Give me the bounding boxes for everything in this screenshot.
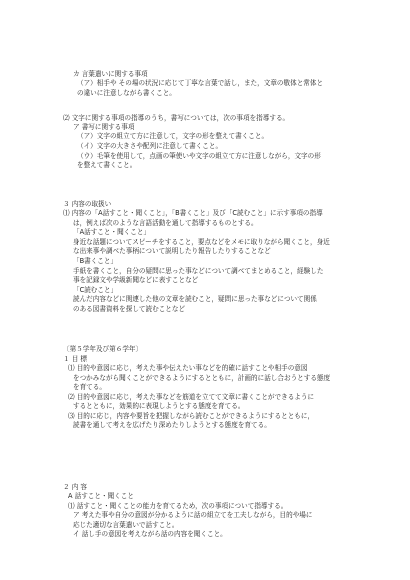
- text-line: ア 書写に関する事項: [73, 123, 135, 131]
- text-line: 手紙を書くこと，自分の疑問に思った事などについて調べてまとめること，経験した: [73, 267, 324, 275]
- text-line: 読んだ内容などに関連した他の文章を読むこと，疑問に思った事などについて関係: [73, 295, 317, 303]
- text-line: 「A話すこと・聞くこと」: [73, 228, 151, 236]
- text-line: 身近な話題についてスピーチをすること，要点などをメモに取りながら聞くこと，身近: [73, 238, 330, 246]
- text-line: ⑴ 内容の「A話すこと・聞くこと」，「B書くこと」及び「C読むこと」に示す事項の指導: [63, 209, 323, 217]
- section-heading: ２ 内 容: [63, 483, 87, 491]
- text-line: （イ）文字の大きさや配列に注意して書くこと。: [77, 142, 223, 150]
- text-line: ア 考えた事や自分の意図が分かるように話の組立てを工夫しながら，目的や場に: [73, 511, 313, 519]
- text-line: ⑵ 文字に関する事項の指導のうち，書写については，次の事項を指導する。: [63, 114, 290, 122]
- text-line: （ア）文字の組立て方に注意して，文字の形を整えて書くこと。: [77, 132, 269, 140]
- text-line: イ 話し手の意図を考えながら話の内容を聞くこと。: [73, 530, 227, 538]
- text-line: 「B書くこと」: [73, 257, 118, 265]
- text-line: ⑴ 目的や意図に応じ，考えた事や伝えたい事などを的確に話すことや相手の意図: [68, 364, 308, 372]
- text-line: （ア）相手や その場の状況に応じて丁寧な言葉で話し，また，文章の敬体と常体と: [77, 79, 324, 87]
- text-line: するとともに，効果的に表現しようとする態度を育てる。: [73, 402, 245, 410]
- text-line: を整えて書くこと。: [77, 161, 137, 169]
- text-line: ⑴ 話すこと・聞くことの能力を育てるため，次の事項について指導する。: [68, 502, 288, 510]
- text-line: カ 言葉遣いに関する事項: [73, 70, 148, 78]
- text-line: 読書を通して考えを広げたり深めたりしようとする態度を育てる。: [73, 421, 271, 429]
- text-line: をつかみながら聞くことができるようにするとともに，計画的に話し合おうとする態度: [73, 374, 331, 382]
- text-line: ⑶ 目的に応じ，内容や要旨を把握しながら読むことができるようにするとともに，: [68, 412, 315, 420]
- text-line: な出来事や調べた事柄について説明したり報告したりすることなど: [73, 247, 271, 255]
- text-line: （ウ）毛筆を使用して，点画の筆使いや文字の組立て方に注意しながら，文字の形: [77, 152, 321, 160]
- section-heading: １ 目 標: [63, 355, 87, 363]
- section-heading: ３ 内容の取扱い: [63, 200, 112, 208]
- text-line: の違いに注意しながら書くこと。: [77, 89, 176, 97]
- text-line: のある図書資料を探して読むことなど: [73, 305, 186, 313]
- grade-heading: 〔第５学年及び第６学年〕: [63, 345, 143, 353]
- text-line: は，例えば次のような言語活動を通して指導するものとする。: [73, 219, 258, 227]
- text-line: ⑵ 目的や意図に応じ，考えた事などを筋道を立てて文章に書くことができるように: [68, 393, 315, 401]
- text-line: を育てる。: [73, 383, 106, 391]
- text-line: A 話すこと・聞くこと: [68, 492, 134, 500]
- text-line: 「C読むこと」: [73, 286, 118, 294]
- text-line: 事を記録文や学級新聞などに表すことなど: [73, 276, 199, 284]
- text-line: 応じた適切な言葉遣いで話すこと。: [73, 521, 179, 529]
